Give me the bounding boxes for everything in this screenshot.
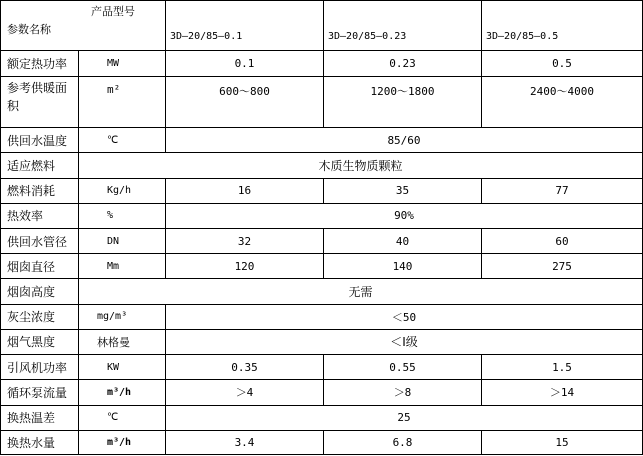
value-cell: 600～800 [166, 76, 324, 127]
value-cell: 35 [324, 178, 482, 203]
table-row [1, 178, 643, 203]
table-row [1, 355, 643, 380]
value-cell: 120 [166, 254, 324, 279]
param-label: 烟气黑度 [1, 329, 79, 354]
value-cell: 275 [482, 254, 643, 279]
table-row [1, 254, 643, 279]
header-row [1, 1, 643, 51]
value-cell: 0.5 [482, 51, 643, 76]
table-row [1, 128, 643, 153]
value-cell: 0.55 [324, 355, 482, 380]
unit-cell: m³/h [79, 380, 166, 405]
value-cell: ＞14 [482, 380, 643, 405]
table-row [1, 430, 643, 454]
param-label: 烟囱高度 [1, 279, 79, 304]
table-row [1, 203, 643, 228]
param-label: 适应燃料 [1, 153, 79, 178]
value-cell: 0.1 [166, 51, 324, 76]
unit-cell: m³/h [79, 430, 166, 454]
table-row [1, 304, 643, 329]
merged-value-cell: 85/60 [166, 128, 643, 153]
value-cell: 3.4 [166, 430, 324, 454]
param-label: 换热水量 [1, 430, 79, 454]
value-cell: 1.5 [482, 355, 643, 380]
value-cell: 1200～1800 [324, 76, 482, 127]
unit-cell: Kg/h [79, 178, 166, 203]
param-label: 参考供暖面积 [1, 76, 79, 127]
unit-cell: m² [79, 76, 166, 127]
model-header-3: 3D—20/85—0.5 [482, 1, 643, 51]
value-cell: 60 [482, 228, 643, 253]
header-corner-cell [1, 1, 166, 51]
param-label: 烟囱直径 [1, 254, 79, 279]
value-cell: 2400～4000 [482, 76, 643, 127]
param-label: 供回水管径 [1, 228, 79, 253]
value-cell: ＞8 [324, 380, 482, 405]
value-cell: 77 [482, 178, 643, 203]
model-header-1: 3D—20/85—0.1 [166, 1, 324, 51]
model-header-2: 3D—20/85—0.23 [324, 1, 482, 51]
merged-value-cell: ＜50 [166, 304, 643, 329]
merged-value-cell: 木质生物质颗粒 [79, 153, 643, 178]
table-row [1, 279, 643, 304]
unit-cell: mg/m³ [79, 304, 166, 329]
value-cell: 6.8 [324, 430, 482, 454]
unit-cell: KW [79, 355, 166, 380]
table-row [1, 153, 643, 178]
value-cell: 16 [166, 178, 324, 203]
param-label: 灰尘浓度 [1, 304, 79, 329]
table-row [1, 380, 643, 405]
unit-cell: % [79, 203, 166, 228]
corner-bottom-label: 参数名称 [7, 23, 51, 36]
table-row [1, 329, 643, 354]
param-label: 循环泵流量 [1, 380, 79, 405]
table-row [1, 51, 643, 76]
value-cell: 0.35 [166, 355, 324, 380]
table-row [1, 76, 643, 127]
table-row [1, 228, 643, 253]
merged-value-cell: 无需 [79, 279, 643, 304]
merged-value-cell: 90% [166, 203, 643, 228]
param-label: 引风机功率 [1, 355, 79, 380]
unit-cell: MW [79, 51, 166, 76]
param-label: 额定热功率 [1, 51, 79, 76]
merged-value-cell: ＜I级 [166, 329, 643, 354]
value-cell: 32 [166, 228, 324, 253]
corner-top-label: 产品型号 [91, 5, 135, 18]
unit-cell: DN [79, 228, 166, 253]
value-cell: ＞4 [166, 380, 324, 405]
merged-value-cell: 25 [166, 405, 643, 430]
unit-cell: Mm [79, 254, 166, 279]
param-label: 热效率 [1, 203, 79, 228]
table-row [1, 405, 643, 430]
value-cell: 40 [324, 228, 482, 253]
param-label: 供回水温度 [1, 128, 79, 153]
param-label: 换热温差 [1, 405, 79, 430]
unit-cell: ℃ [79, 128, 166, 153]
param-label: 燃料消耗 [1, 178, 79, 203]
unit-cell: ℃ [79, 405, 166, 430]
value-cell: 0.23 [324, 51, 482, 76]
value-cell: 140 [324, 254, 482, 279]
value-cell: 15 [482, 430, 643, 454]
unit-cell: 林格曼 [79, 329, 166, 354]
